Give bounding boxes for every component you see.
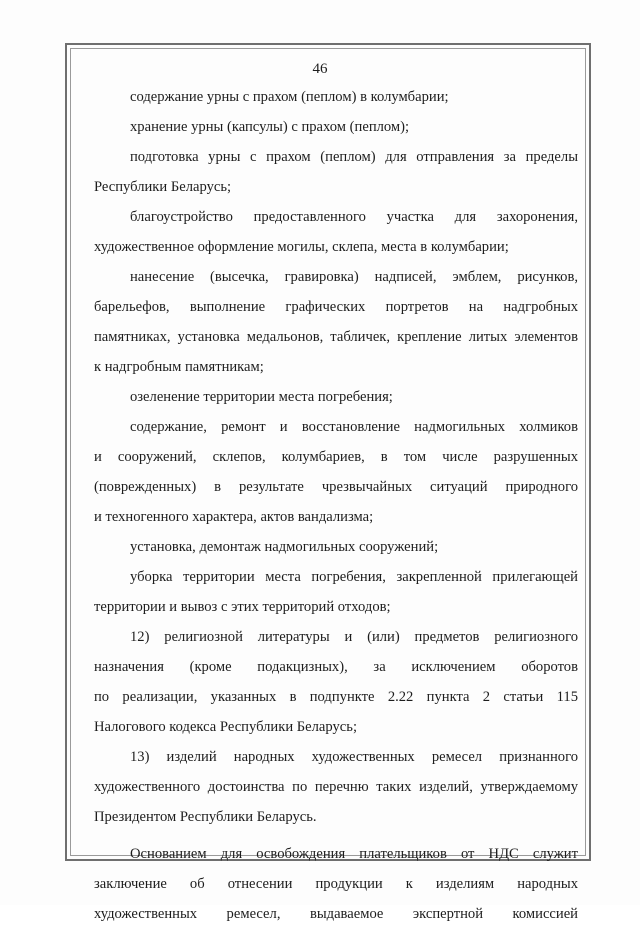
text-line: и техногенного характера, актов вандализма; xyxy=(94,509,374,525)
text-line: Основанием для освобождения плательщиков от НДС служит xyxy=(130,846,578,862)
text-line: по реализации, указанных в подпункте 2.22 пункта 2 статьи 115 xyxy=(94,689,578,705)
page-number: 46 xyxy=(312,61,328,77)
document-body xyxy=(94,82,578,929)
text-line: памятниках, установка медальонов, табличек, крепление литых элементов xyxy=(94,329,578,345)
text-line: назначения (кроме подакцизных), за исключением оборотов xyxy=(94,659,578,675)
text-line: 12) религиозной литературы и (или) предметов религиозного xyxy=(130,629,578,645)
text-line: уборка территории места погребения, закрепленной прилегающей xyxy=(130,569,578,585)
text-line: озеленение территории места погребения; xyxy=(130,389,393,405)
text-line: 13) изделий народных художественных ремесел признанного xyxy=(130,749,578,765)
text-line: (поврежденных) в результате чрезвычайных ситуаций природного xyxy=(94,479,578,495)
text-line: и сооружений, склепов, колумбариев, в том числе разрушенных xyxy=(94,449,578,465)
text-line: художественное оформление могилы, склепа, места в колумбарии; xyxy=(94,239,509,255)
text-line: Президентом Республики Беларусь. xyxy=(94,809,317,825)
text-line: благоустройство предоставленного участка для захоронения, xyxy=(130,209,578,225)
text-line: Республики Беларусь; xyxy=(94,179,232,195)
text-line: художественных ремесел, выдаваемое экспертной комиссией xyxy=(94,906,578,922)
text-line: барельефов, выполнение графических портретов на надгробных xyxy=(94,299,578,315)
text-line: заключение об отнесении продукции к изделиям народных xyxy=(94,876,578,892)
text-line: к надгробным памятникам; xyxy=(94,359,264,375)
text-line: содержание урны с прахом (пеплом) в колумбарии; xyxy=(130,89,449,105)
text-line: территории и вывоз с этих территорий отходов; xyxy=(94,599,391,615)
text-line: Налогового кодекса Республики Беларусь; xyxy=(94,719,357,735)
text-line: нанесение (высечка, гравировка) надписей, эмблем, рисунков, xyxy=(130,269,578,285)
text-line: содержание, ремонт и восстановление надмогильных холмиков xyxy=(130,419,578,435)
text-line: хранение урны (капсулы) с прахом (пеплом); xyxy=(130,119,410,135)
text-line: художественного достоинства по перечню таких изделий, утверждаемому xyxy=(94,779,578,795)
text-line: подготовка урны с прахом (пеплом) для отправления за пределы xyxy=(130,149,578,165)
text-line: установка, демонтаж надмогильных сооружений; xyxy=(130,539,439,555)
